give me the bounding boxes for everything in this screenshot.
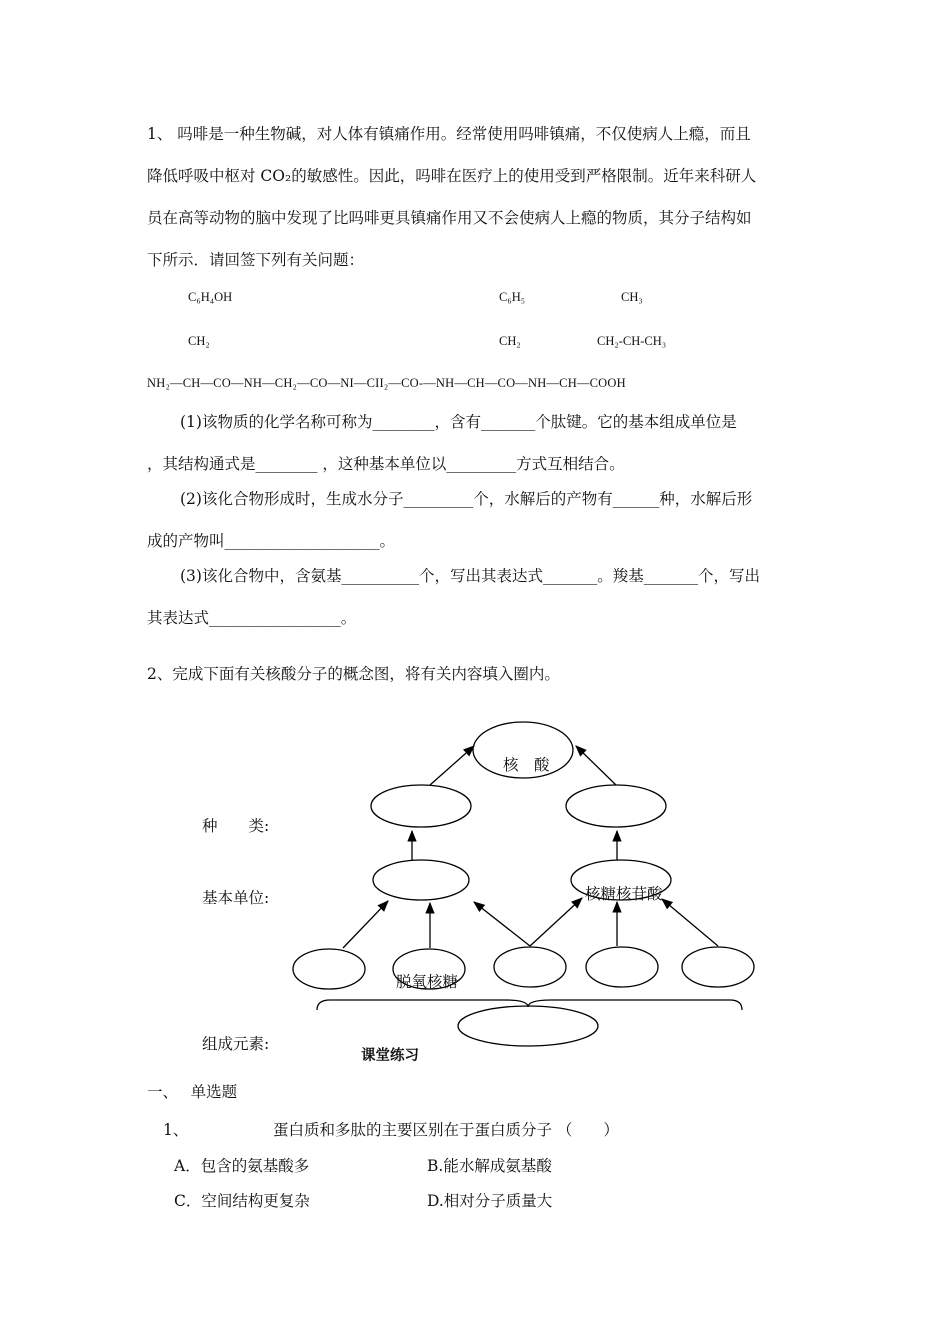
practice-q1-number: 1、 <box>163 1121 189 1139</box>
r4-mid: CH₂ <box>499 334 521 348</box>
practice-q1-text: 蛋白质和多肽的主要区别在于蛋白质分子 （ ） <box>273 1121 619 1139</box>
node-bottom-4 <box>586 947 658 987</box>
q1-sub3-line2: 其表达式_________________。 <box>147 609 357 627</box>
peptide-backbone: NH₂—CH—CO—NH—CH₂—CO—NI—CII₂—CO-—NH—CH—CO—NH—CH—COOH <box>147 376 626 390</box>
q1-sub1-line2: ，其结构通式是________ ，这种基本单位以_________方式互相结合。 <box>147 455 625 473</box>
node-unit-right-label: 核糖核苷酸 <box>585 885 663 903</box>
q1-sub2-line2: 成的产物叫____________________。 <box>147 532 396 550</box>
node-unit-left <box>373 860 469 900</box>
q1-sub3-line1: (3)该化合物中，含氨基__________个，写出其表达式_______。羧基_______个，写出 <box>180 567 760 585</box>
arrow-b3-to-unit-right <box>530 898 582 946</box>
label-unit: 基本单位: <box>202 889 270 907</box>
q1-line2: 降低呼吸中枢对 CO₂的敏感性。因此，吗啡在医疗上的使用受到严格限制。近年来科研人 <box>147 167 757 185</box>
brace <box>317 1000 742 1010</box>
node-nucleic-acid-label: 核 酸 <box>503 756 550 774</box>
q1-sub2-line1: (2)该化合物形成时，生成水分子_________个，水解后的产物有______种，水解后形 <box>180 490 753 508</box>
r1-top: C₆H₄OH <box>188 290 233 304</box>
option-a: A．包含的氨基酸多 <box>174 1157 310 1175</box>
arrow-b5-to-unit-right <box>662 899 718 946</box>
node-bottom-2-label: 脱氧核糖 <box>396 973 459 991</box>
r5-top: CH₃ <box>621 290 643 304</box>
arrow-b3-to-unit-left <box>474 902 530 946</box>
section-single-choice: 一、 单选题 <box>147 1083 238 1101</box>
arrow-left-type-to-acid <box>430 746 474 785</box>
arrow-b1-to-unit-left <box>343 901 388 948</box>
node-bottom-3 <box>494 947 566 987</box>
node-bottom-5 <box>682 947 754 987</box>
q1-line3: 员在高等动物的脑中发现了比吗啡更具镇痛作用又不会使病人上瘾的物质，其分子结构如 <box>147 209 752 227</box>
option-d: D.相对分子质量大 <box>427 1192 553 1210</box>
option-b: B.能水解成氨基酸 <box>427 1157 552 1175</box>
node-type-left <box>371 785 471 827</box>
label-element: 组成元素: <box>202 1035 270 1053</box>
q1-line1: 1、 吗啡是一种生物碱，对人体有镇痛作用。经常使用吗啡镇痛，不仅使病人上瘾，而且 <box>147 125 751 143</box>
practice-heading: 课堂练习 <box>361 1048 419 1064</box>
r4-top: C₆H₅ <box>499 290 526 304</box>
option-c: C．空间结构更复杂 <box>174 1192 310 1210</box>
r1-mid: CH₂ <box>188 334 210 348</box>
node-bottom-1 <box>293 949 365 989</box>
node-type-right <box>566 785 666 827</box>
q1-sub1-line1: (1)该物质的化学名称可称为________，含有_______个肽键。它的基本组成单位是 <box>180 413 737 431</box>
r5-mid: CH₂-CH-CH₃ <box>597 334 667 348</box>
node-elements <box>458 1006 598 1046</box>
q2-title: 2、完成下面有关核酸分子的概念图，将有关内容填入圈内。 <box>147 665 560 683</box>
arrow-right-type-to-acid <box>576 746 616 785</box>
q1-line4: 下所示．请回签下列有关问题： <box>147 251 365 269</box>
label-type: 种 类: <box>202 817 270 835</box>
